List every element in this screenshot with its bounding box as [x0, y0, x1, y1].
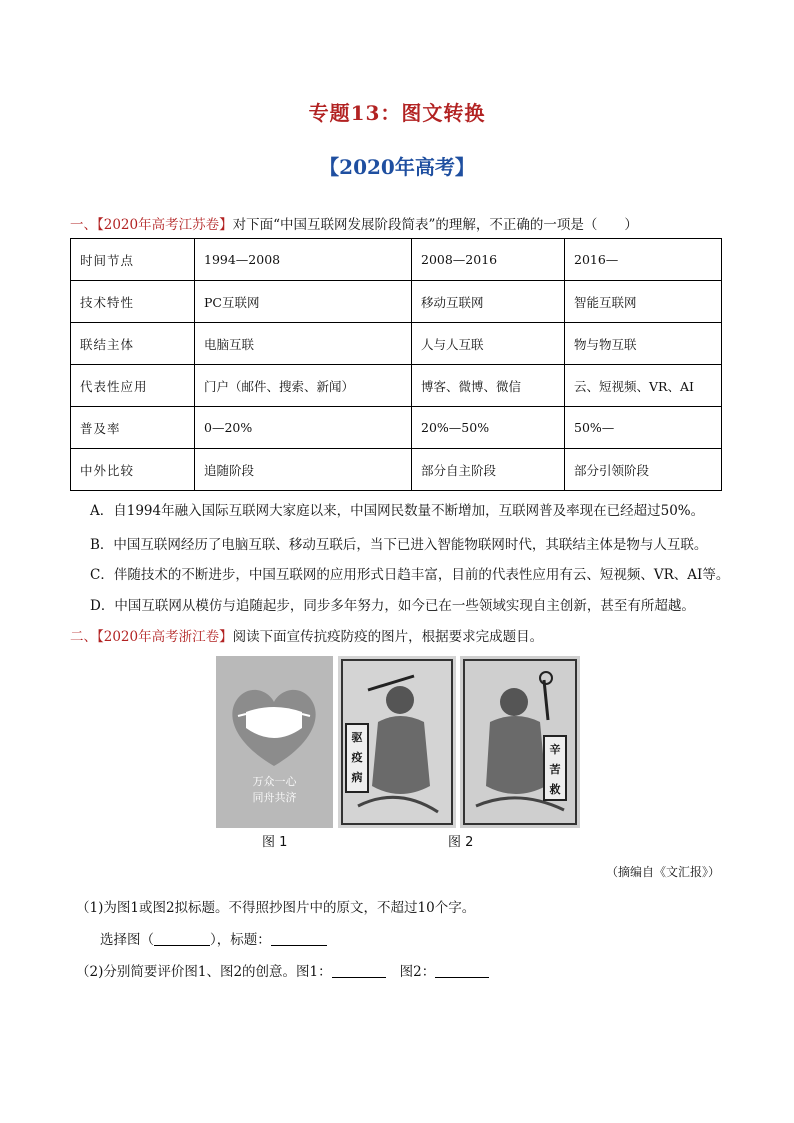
- table-cell: 博客、微博、微信: [412, 365, 565, 407]
- option-b: B．中国互联网经历了电脑互联、移动互联后，当下已进入智能物联网时代，其联结主体是物与人互联。: [90, 537, 708, 553]
- table-row: [71, 449, 722, 491]
- option-c: C．伴随技术的不断进步，中国互联网的应用形式日趋丰富，目前的代表性应用有云、短视频、VR、AI等。: [90, 567, 730, 583]
- table-cell: PC互联网: [195, 281, 412, 323]
- figure-choice-blank[interactable]: [154, 933, 210, 946]
- table-cell: 智能互联网: [565, 281, 722, 323]
- figure-2-door-god-left: [338, 656, 456, 828]
- figure-2-comment-blank[interactable]: [435, 965, 489, 978]
- table-row-header-cell: 中外比较: [71, 449, 195, 491]
- door-god-warrior-icon: [460, 656, 580, 828]
- figure-1-text-line-1: 万众一心: [252, 775, 297, 788]
- table-row-header-cell: 普及率: [71, 407, 195, 449]
- table-row: [71, 239, 722, 281]
- table-row-header-cell: 时间节点: [71, 239, 195, 281]
- table-cell: 追随阶段: [195, 449, 412, 491]
- table-cell: 2016—: [565, 239, 722, 281]
- option-d: D．中国互联网从模仿与追随起步，同步多年努力，如今已在一些领域实现自主创新，甚至有所超越。: [90, 598, 695, 614]
- question-2-stem: [70, 625, 543, 645]
- figure-1-poster: [216, 656, 333, 828]
- question-1-text: 对下面“中国互联网发展阶段简表”的理解，不正确的一项是（ ）: [232, 217, 638, 233]
- table-row-header-cell: 联结主体: [71, 323, 195, 365]
- question-2-source-tag: 【2020年高考浙江卷】: [97, 629, 233, 645]
- table-cell: 门户（邮件、搜索、新闻）: [195, 365, 412, 407]
- table-row: [71, 281, 722, 323]
- question-2-text: 阅读下面宣传抗疫防疫的图片，根据要求完成题目。: [232, 629, 544, 645]
- question-1-number: 一、: [70, 217, 97, 233]
- question-2-number: 二、: [70, 629, 97, 645]
- sub-question-2: [76, 960, 489, 980]
- table-cell: 1994—2008: [195, 239, 412, 281]
- table-cell: 部分自主阶段: [412, 449, 565, 491]
- page-subtitle: 【2020年高考】: [319, 155, 475, 179]
- table-row-header-cell: 技术特性: [71, 281, 195, 323]
- sub-question-1-answer-line: [100, 928, 327, 948]
- table-cell: 2008—2016: [412, 239, 565, 281]
- figure-1-text-line-2: 同舟共济: [252, 791, 297, 804]
- figure-1-comment-blank[interactable]: [332, 965, 386, 978]
- table-cell: 物与物互联: [565, 323, 722, 365]
- figure-1-label: 图 1: [262, 835, 288, 850]
- figure-2-comment-label: 图2：: [399, 964, 436, 980]
- figure-2-label: 图 2: [448, 835, 474, 850]
- option-a: A．自1994年融入国际互联网大家庭以来，中国网民数量不断增加，互联网普及率现在已经超过50%。: [90, 503, 705, 519]
- choose-figure-label: 选择图（: [100, 932, 154, 948]
- internet-stage-table: [70, 238, 722, 491]
- sub-question-2-text: （2)分别简要评价图1、图2的创意。图1：: [76, 964, 332, 980]
- table-cell: 50%—: [565, 407, 722, 449]
- table-cell: 移动互联网: [412, 281, 565, 323]
- table-row-header-cell: 代表性应用: [71, 365, 195, 407]
- question-1-source-tag: 【2020年高考江苏卷】: [97, 217, 233, 233]
- figure-2-door-god-right: [460, 656, 580, 828]
- page-title: 专题13：图文转换: [308, 101, 486, 125]
- source-note: （摘编自《文汇报》）: [605, 865, 720, 879]
- table-cell: 部分引领阶段: [565, 449, 722, 491]
- sub-question-1: （1)为图1或图2拟标题。不得照抄图片中的原文，不超过10个字。: [76, 900, 476, 916]
- table-row: [71, 407, 722, 449]
- title-blank[interactable]: [271, 933, 327, 946]
- table-row: [71, 323, 722, 365]
- table-cell: 20%—50%: [412, 407, 565, 449]
- table-cell: 云、短视频、VR、AI: [565, 365, 722, 407]
- title-label: ），标题：: [210, 932, 271, 948]
- table-row: [71, 365, 722, 407]
- table-cell: 人与人互联: [412, 323, 565, 365]
- table-cell: 电脑互联: [195, 323, 412, 365]
- table-cell: 0—20%: [195, 407, 412, 449]
- question-1-stem: [70, 213, 638, 233]
- figure-2-right-banner: 辛苦救: [549, 743, 561, 796]
- figure-2-left-banner: 驱疫病: [351, 731, 363, 784]
